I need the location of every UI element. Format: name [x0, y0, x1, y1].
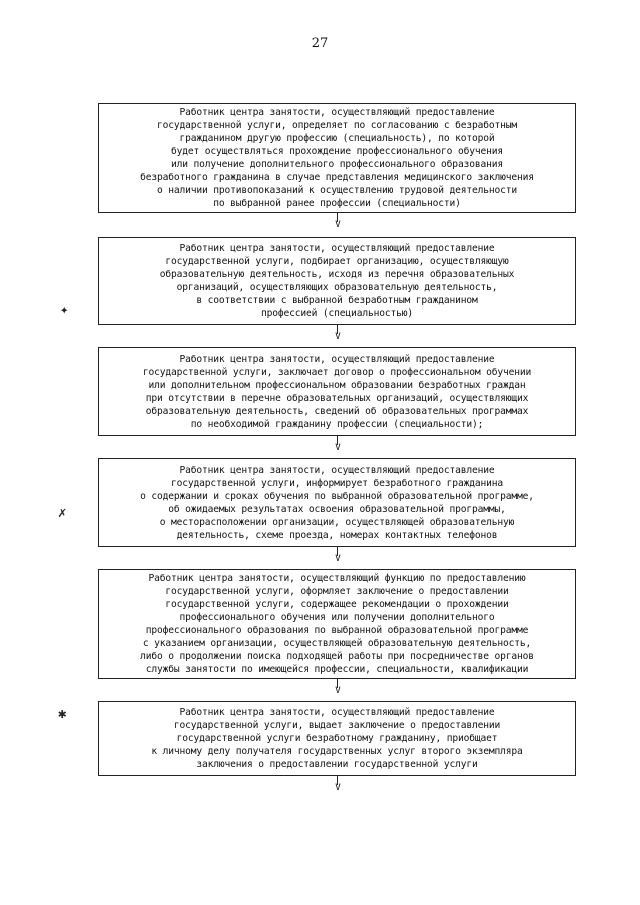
- flow-step-3: [98, 347, 576, 436]
- margin-mark-3: ✱: [58, 706, 67, 722]
- arrow-down-icon: V: [335, 783, 341, 793]
- arrow-down-icon: V: [335, 332, 341, 342]
- flow-step-6: [98, 701, 576, 776]
- flow-arrow-6: [333, 776, 343, 798]
- arrow-down-icon: V: [335, 443, 341, 453]
- flow-arrow-3: [333, 436, 343, 458]
- flow-step-6-text: Работник центра занятости, осуществляющий предоставление государственной услуги, выдает заключение о предоставлении государственной услуги безработному гражданину, приобщает к личному делу получателя государственных услуг второго экземпляра заключения о предоставлении государственной услуги: [151, 707, 523, 770]
- flow-step-4: [98, 458, 576, 547]
- arrow-down-icon: V: [335, 220, 341, 230]
- arrow-down-icon: V: [335, 554, 341, 564]
- margin-mark-1: ✦: [60, 302, 69, 318]
- flow-arrow-5: [333, 679, 343, 701]
- flow-step-1-text: Работник центра занятости, осуществляющий предоставление государственной услуги, определяет по согласованию с безработным гражданином другую профессию (специальность), по которой будет осуществляться прохождение профессионального обучения или получение дополнительного профессионального образования безработного гражданина в случае представления медицинского заключения о наличии противопоказаний к осуществлению трудовой деятельности по выбранной ранее профессии (специальности): [140, 107, 534, 209]
- flow-arrow-1: [333, 213, 343, 235]
- flow-step-4-text: Работник центра занятости, осуществляющий предоставление государственной услуги, информирует безработного гражданина о содержании и сроках обучения по выбранной образовательной программе, об ожидаемых результатах освоения образовательной программы, о месторасположении организации, осуществляющей образовательную деятельность, схеме проезда, номерах контактных телефонов: [140, 464, 534, 541]
- flow-arrow-4: [333, 547, 343, 569]
- page-number: 27: [311, 36, 329, 51]
- flow-step-1: [98, 103, 576, 213]
- flow-step-5: [98, 569, 576, 679]
- flow-step-5-text: Работник центра занятости, осуществляющий функцию по предоставлению государственной услуги, оформляет заключение о предоставлении государственной услуги, содержащее рекомендации о прохождении профессионального обучения или получении дополнительного профессионального образования по выбранной образовательной программе с указанием организации, осуществляющей образовательную деятельность, либо о продолжении поиска подходящей работы при посредничестве органов службы занятости по имеющейся профессии, специальности, квалификации: [140, 573, 534, 675]
- flow-arrow-2: [333, 325, 343, 347]
- margin-mark-2: ✗: [58, 505, 67, 521]
- flow-step-2: [98, 237, 576, 325]
- arrow-down-icon: V: [335, 686, 341, 696]
- flow-step-3-text: Работник центра занятости, осуществляющий предоставление государственной услуги, заключает договор о профессиональном обучении или дополнительном профессиональном образовании безработных граждан при отсутствии в перечне образовательных организаций, осуществляющих образовательную деятельность, сведений об образовательных программах по необходимой гражданину профессии (специальности);: [142, 353, 532, 430]
- flow-step-2-text: Работник центра занятости, осуществляющий предоставление государственной услуги, подбирает организацию, осуществляющую образовательную деятельность, исходя из перечня образовательных организаций, осуществляющих образовательную деятельность, в соответствии с выбранной безработным гражданином профессией (специальностью): [159, 243, 515, 319]
